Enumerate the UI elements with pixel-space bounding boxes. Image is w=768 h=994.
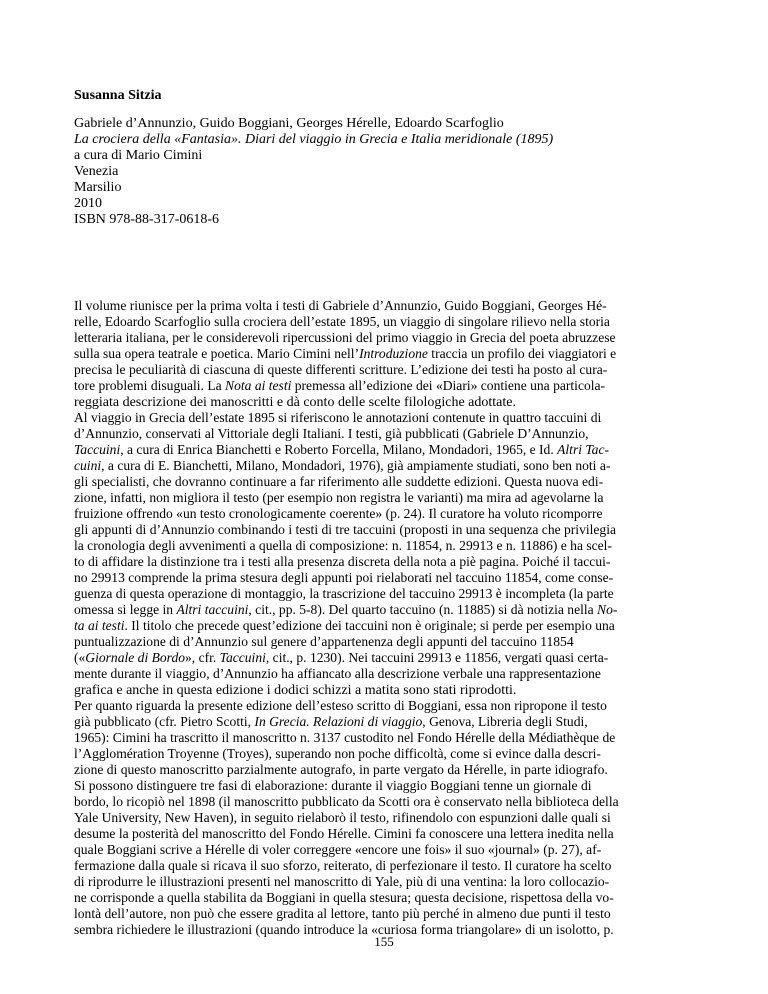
text-line: puntualizzazione di d’Annunzio sul genere d’appartenenza degli appunti del taccuino 11854 bbox=[74, 635, 574, 650]
page-number: 155 bbox=[374, 934, 394, 949]
text-line: cuini, a cura di E. Bianchetti, Milano, Mondadori, 1976), già ampiamente studiati, sono ben noti a- bbox=[74, 459, 611, 474]
text-line: relle, Edoardo Scarfoglio sulla crociera dell’estate 1895, un viaggio di singolare rilievo nella storia bbox=[74, 315, 610, 330]
publication-year: 2010 bbox=[74, 196, 102, 211]
text-line: bordo, lo ricopiò nel 1898 (il manoscritto pubblicato da Scotti ora è conservato nella biblioteca della bbox=[74, 795, 619, 810]
review-author: Susanna Sitzia bbox=[74, 88, 162, 103]
book-editor: a cura di Mario Cimini bbox=[74, 148, 203, 163]
text-line: quale Boggiani scrive a Hérelle di voler correggere «encore une fois» il suo «journal» (p. 27), af- bbox=[74, 843, 602, 858]
text-line: fermazione dalla quale si ricava il suo sforzo, reiterato, di perfezionare il testo. Il curatore ha scelto bbox=[74, 859, 612, 874]
text-line: d’Annunzio, conservati al Vittoriale degli Italiani. I testi, già pubblicati (Gabriele D’Annunzio, bbox=[74, 427, 589, 442]
text-line: tore problemi disuguali. La Nota ai testi premessa all’edizione dei «Diari» contiene una particola- bbox=[74, 379, 606, 394]
text-line: omessa si legge in Altri taccuini, cit., pp. 5-8). Del quarto taccuino (n. 11885) si dà notizia nella No- bbox=[74, 603, 618, 618]
text-line: Al viaggio in Grecia dell’estate 1895 si riferiscono le annotazioni contenute in quattro taccuini di bbox=[74, 411, 602, 426]
text-line: lontà dell’autore, non può che essere gradita al lettore, tanto più perché in almeno due punti il testo bbox=[74, 907, 611, 922]
bibliographic-entry bbox=[74, 116, 553, 228]
text-line: Il volume riunisce per la prima volta i testi di Gabriele d’Annunzio, Guido Boggiani, Georges Hé- bbox=[74, 299, 607, 314]
book-authors: Gabriele d’Annunzio, Guido Boggiani, Georges Hérelle, Edoardo Scarfoglio bbox=[74, 116, 504, 131]
text-line: letteraria italiana, per le considerevoli ripercussioni del primo viaggio in Grecia del poeta abruzzese bbox=[74, 331, 616, 346]
text-line: mente durante il viaggio, d’Annunzio ha affiancato alla descrizione verbale una rappresentazione bbox=[74, 667, 601, 682]
text-line: 1965): Cimini ha trascritto il manoscritto n. 3137 custodito nel Fondo Hérelle della Médiathèque de bbox=[74, 731, 616, 746]
text-line: desume la posterità del manoscritto del Fondo Hérelle. Cimini fa conoscere una lettera inedita nella bbox=[74, 827, 614, 842]
text-line: l’Agglomération Troyenne (Troyes), superando non poche difficoltà, come si evince dalla descri- bbox=[74, 747, 601, 762]
book-title: La crociera della «Fantasia». Diari del viaggio in Grecia e Italia meridionale (1895) bbox=[74, 132, 554, 147]
publisher: Marsilio bbox=[74, 180, 122, 195]
text-line: sulla sua opera teatrale e poetica. Mario Cimini nell’Introduzione traccia un profilo dei viaggiatori e bbox=[74, 347, 617, 362]
review-body bbox=[74, 299, 714, 939]
text-line: gli specialisti, che dovranno continuare a far riferimento alle suddette edizioni. Questa nuova edi- bbox=[74, 475, 604, 490]
text-line: to di affidare la distinzione tra i testi alla presenza discreta della nota a piè pagina. Poiché il taccui- bbox=[74, 555, 611, 570]
text-line: precisa le peculiarità di ciascuna di queste differenti scritture. L’edizione dei testi ha posto al cura- bbox=[74, 363, 608, 378]
text-line: («Giornale di Bordo», cfr. Taccuini, cit., p. 1230). Nei taccuini 29913 e 11856, vergati quasi certa- bbox=[74, 651, 609, 666]
text-line: di riprodurre le illustrazioni presenti nel manoscritto di Yale, più di una ventina: la loro collocazio- bbox=[74, 875, 610, 890]
text-line: la cronologia degli avvenimenti a quella di composizione: n. 11854, n. 29913 e n. 11886) e ha scel- bbox=[74, 539, 612, 554]
text-line: no 29913 comprende la prima stesura degli appunti poi rielaborati nel taccuino 11854, come conse- bbox=[74, 571, 614, 586]
text-line: guenza di questa operazione di montaggio, la trascrizione del taccuino 29913 è incompleta (la parte bbox=[74, 587, 614, 602]
text-line: Taccuini, a cura di Enrica Bianchetti e Roberto Forcella, Milano, Mondadori, 1965, e Id. Altri Tac- bbox=[74, 443, 609, 458]
text-line: Si possono distinguere tre fasi di elaborazione: durante il viaggio Boggiani tenne un giornale di bbox=[74, 779, 592, 794]
text-line: fruizione offrendo «un testo cronologicamente coerente» (p. 24). Il curatore ha voluto ricomporre bbox=[74, 507, 603, 522]
text-line: grafica e anche in questa edizione i dodici schizzi a matita sono stati riprodotti. bbox=[74, 683, 517, 698]
text-line: reggiata descrizione dei manoscritti e dà conto delle scelte filologiche adottate. bbox=[74, 395, 516, 410]
text-line: zione, infatti, non migliora il testo (per esempio non registra le varianti) ma mira ad agevolarne la bbox=[74, 491, 604, 506]
isbn: ISBN 978-88-317-0618-6 bbox=[74, 212, 220, 227]
text-line: Yale University, New Haven), in seguito rielaborò il testo, rifinendolo con espunzioni dalle quali si bbox=[74, 811, 611, 826]
text-line: zione di questo manoscritto parzialmente autografo, in parte vergato da Hérelle, in parte idiografo. bbox=[74, 763, 608, 778]
text-line: ne corrisponde a quella stabilita da Boggiani in quella stesura; questa decisione, rispettosa della vo- bbox=[74, 891, 614, 906]
text-line: gli appunti di d’Annunzio combinando i testi di tre taccuini (proposti in una sequenza che privilegia bbox=[74, 523, 616, 538]
publication-city: Venezia bbox=[74, 164, 119, 179]
text-line: Per quanto riguarda la presente edizione dell’esteso scritto di Boggiani, essa non ripropone il testo bbox=[74, 699, 607, 714]
text-line: già pubblicato (cfr. Pietro Scotti, In Grecia. Relazioni di viaggio, Genova, Libreria degli Studi, bbox=[74, 715, 588, 730]
text-line: ta ai testi. Il titolo che precede quest’edizione dei taccuini non è originale; si perde per esempio una bbox=[74, 619, 615, 634]
text-line: sembra richiedere le illustrazioni (quando introduce la «curiosa forma triangolare» di un isolotto, p. bbox=[74, 923, 614, 938]
